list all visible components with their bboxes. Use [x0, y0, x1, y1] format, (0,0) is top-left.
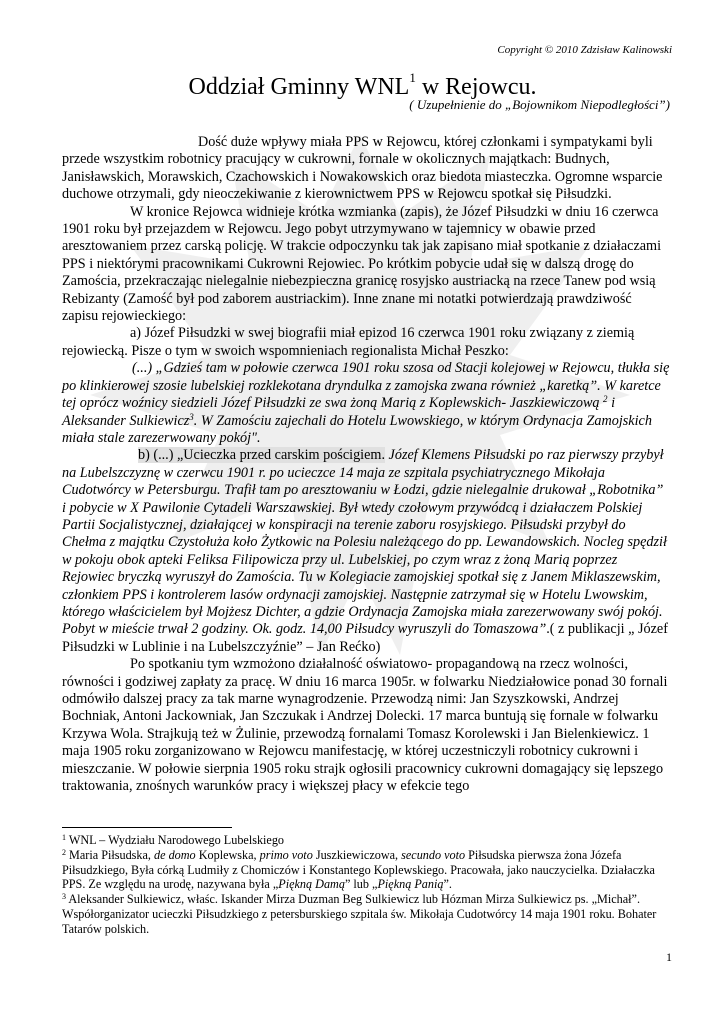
footnote-2-text-h: Piękną Damą: [278, 877, 345, 892]
footnote-1: [62, 833, 670, 848]
quote-b-source: .( z publikacji „ Józef Piłsudzki w Lublinie i na Lubelszczyźnie” – Jan Rećko): [62, 621, 668, 655]
footnote-2-text-c: Koplewska,: [195, 847, 260, 862]
quote-a-text-3: . W Zamościu zajechali do Hotelu Lwowskiego, w którym Ordynacja Zamojskich miała stale zarezerwowany pokój".: [62, 412, 652, 446]
page-number: 1: [666, 950, 672, 964]
document-body: [62, 134, 670, 795]
title-rest: w Rejowcu.: [415, 74, 537, 100]
footnote-3: [62, 892, 670, 936]
footnote-1-text: WNL – Wydziału Narodowego Lubelskiego: [66, 833, 285, 847]
quote-a: [62, 360, 670, 447]
quote-a-text-1: (...) „Gdzieś tam w połowie czerwca 1901 roku szosa od Stacji kolejowej w Rejowcu, tłukła się po klinkierowej szosie lubelskiej rozklekotana dryndulka z zamojska zwana również „karetką”. W karetce tej oprócz woźnicy siedzieli Józef Piłsudzki ze swa żoną Marią z Koplewskich- Jaszkiewiczową: [62, 360, 670, 412]
title-main: Oddział Gminny WNL: [188, 74, 410, 100]
footnote-2-text-g: Piłsudska pierwsza żona Józefa Piłsudzkiego, Była córką Ludmiły z Chomiczów i Konstantego Koplewskiego. Pracowała, jako nauczycielka. Działaczka PPS. Ze względu na urodę, nazywana była „: [62, 847, 655, 892]
footnote-3-text: Aleksander Sulkiewicz, właśc. Iskander Mirza Duzman Beg Sulkiewicz lub Hózman Mirza Sulkiewicz ps. „Michał”. Współorganizator ucieczki Piłsudzkiego z petersburskiego szpitala św. Mikołaja Cudotwórcy 14 maja 1901 roku. Bohater Tatarów polskich.: [62, 892, 657, 936]
footnotes: [62, 833, 670, 937]
footnote-3-number: 3: [62, 892, 66, 902]
footnote-2-text-k: ”.: [443, 877, 452, 892]
paragraph-3: a) Józef Piłsudzki w swej biografii miał epizod 16 czerwca 1901 roku związany z ziemią rejowiecką. Pisze o tym w swoich wspomnieniach regionalista Michał Peszko:: [62, 325, 635, 359]
quote-b-label: b) (...) „Ucieczka przed carskim pościgiem.: [138, 447, 385, 464]
footnote-ref-2: 2: [603, 394, 608, 405]
title-footnote-ref: 1: [409, 70, 416, 85]
footnote-2-text-i: ” lub „: [344, 877, 378, 892]
paragraph-4: Po spotkaniu tym wzmożono działalność oświatowo- propagandową na rzecz wolności, równości i godziwej zapłaty za pracę. W dniu 16 marca 1905r. w folwarku Niedziałowice ponad 30 fornali odmówiło dalszej pracy za tak marne wynagrodzenie. Przewodzą nimi: Jan Szyszkowski, Andrzej Bochniak, Antoni Jackowniak, Jan Szczukak i Andrzej Dolecki. 17 marca buntują się fornale w folwarku Krzywa Wola. Strajkują też w Żulinie, przewodzą fornalami Tomasz Korolewski i Jan Bielenkiewicz. 1 maja 1905 roku zorganizowano w Rejowcu manifestację, w której uczestniczyli robotnicy cukrowni i mieszczanie. W połowie sierpnia 1905 roku strajk ogłosili pracownicy cukrowni domagający się lepszego traktowania, znośnych warunków pracy i większej płacy w efekcie tego: [62, 656, 668, 795]
quote-a-text-2: i Aleksander Sulkiewicz: [62, 395, 616, 429]
footnote-2-text-e: Juszkiewiczowa,: [312, 847, 402, 862]
paragraph-1: Dość duże wpływy miała PPS w Rejowcu, której członkami i sympatykami byli przede wszystkim robotnicy pracujący w cukrowni, fornale w okolicznych majątkach: Budnych, Janisławskich, Morawskich, Czachowskich i Nowakowskich oraz biedota miasteczka. Ogromne wsparcie duchowe otrzymali, gdy nieoczekiwanie z kierownictwem PPS w Rejowcu spotkał się Piłsudzki.: [62, 134, 663, 203]
paragraph-2: W kronice Rejowca widnieje krótka wzmianka (zapis), że Józef Piłsudzki w dniu 16 czerwca 1901 roku był przejazdem w Rejowcu. Jego pobyt utrzymywano w tajemnicy w obawie przed aresztowaniem przez carską policję. W trakcie odpoczynku tak jak zapisano miał spotkanie z działaczami PPS i niektórymi pracownikami Cukrowni Rejowiec. Po krótkim pobycie udał się w dalszą drogę do Zamościa, przekraczając nielegalnie niebezpieczna granicę rosyjsko austriacką na rzece Tanew pod wsią Rebizanty (Zamość był pod zaborem austriackim). Inne znane mi notatki potwierdzają prawdziwość zapisu rejowieckiego:: [62, 203, 662, 325]
quote-b: [62, 447, 670, 656]
footnote-2-text-b: de domo: [154, 847, 196, 862]
footnote-2: [62, 848, 670, 892]
footnote-2-text-j: Piękną Panią: [377, 877, 444, 892]
footnote-2-text-a: Maria Piłsudska,: [66, 847, 155, 862]
footnote-2-number: 2: [62, 847, 66, 857]
copyright-line: Copyright © 2010 Zdzisław Kalinowski: [497, 44, 672, 56]
footnote-ref-3: 3: [189, 411, 194, 422]
page-subtitle: ( Uzupełnienie do „Bojownikom Niepodległości”): [409, 97, 670, 112]
footnote-divider: [62, 827, 232, 828]
footnote-2-text-d: primo voto: [259, 847, 313, 862]
quote-b-text: Józef Klemens Piłsudski po raz pierwszy przybył na Lubelszczyznę w czerwcu 1901 r. po ucieczce 14 maja ze szpitala psychiatrycznego Mikołaja Cudotwórcy w Petersburgu. Trafił tam po aresztowaniu w Łodzi, gdzie nielegalnie drukował „Robotnika” i pobycie w X Pawilonie Cytadeli Warszawskiej. Był wtedy czołowym przywódcą i działaczem Polskiej Partii Socjalistycznej, działającej w konspiracji na terenie zaboru rosyjskiego. Piłsudski przybył do Chełma z majątku Czystołuża koło Żytkowic na Polesiu należącego do pp. Lewandowskich. Nocleg spędził w pokoju obok apteki Feliksa Filipowicza przy ul. Lubelskiej, po czym wraz z żoną Marią poprzez Rejowiec bryczką wyruszył do Zamościa. Tu w Kolegiacie zamojskiej spotkał się z Janem Miklaszewskim, członkiem PPS i kontrolerem lasów ordynacji zamojskiej. Następnie zatrzymał się w Hotelu Lwowskim, którego właścicielem był Mojżesz Dichter, a gdzie Ordynacja Zamojska miała zarezerwowany swój pokój. Pobyt w mieście trwał 2 godziny. Ok. godz. 14,00 Piłsudcy wyruszyli do Tomaszowa”: [62, 447, 667, 638]
footnote-2-text-f: secundo voto: [401, 847, 466, 862]
footnote-1-number: 1: [62, 833, 66, 842]
